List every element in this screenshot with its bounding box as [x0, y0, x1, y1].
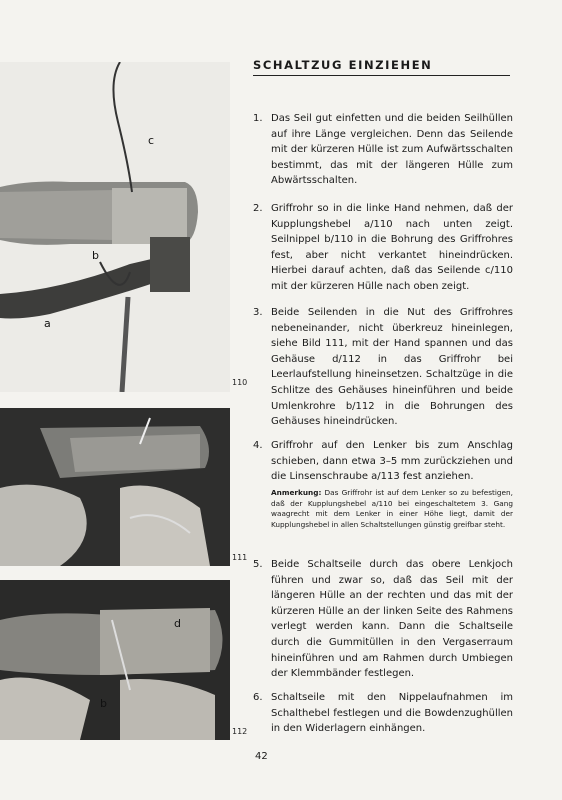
- step-5: [253, 557, 513, 682]
- note: [271, 488, 513, 531]
- step-text: Beide Seilenden in die Nut des Griffrohres nebeneinander, nicht überkreuz hineinlegen, siehe Bild 111, mit der Hand spannen und das Gehäuse d/112 in das Griffrohr bei Leerlaufstellung hineinsetzen. Schaltzüge in die Schlitze des Gehäuses hineinführen und beide Umlenkrohre b/112 in die Bohrungen des Gehäuses hineindrücken.: [271, 307, 513, 428]
- step-6: [253, 690, 513, 737]
- step-2: [253, 201, 513, 295]
- figure-number-111: 111: [232, 553, 248, 562]
- label-b-112: b: [100, 697, 107, 710]
- photo-112: [0, 580, 230, 740]
- step-number: 1.: [253, 113, 263, 124]
- figure-number-110: 110: [232, 378, 248, 387]
- label-d: d: [174, 617, 181, 630]
- label-c: c: [148, 134, 155, 147]
- step-text: Beide Schaltseile durch das obere Lenkjoch führen und zwar so, daß das Seil mit der längeren Hülle an der rechten und das mit der kürzeren Hülle an der linken Seite des Rahmens verlegt werden kann. Dann die Schaltseile durch die Gummitüllen in den Vergaserraum hineinführen und am Rahmen durch Umbiegen der Klemmbänder festlegen.: [271, 559, 513, 680]
- note-label: Anmerkung:: [271, 487, 322, 497]
- step-text: Das Seil gut einfetten und die beiden Seilhüllen auf ihre Länge vergleichen. Denn das Seilende mit der kürzeren Hülle ist zum Aufwärtsschalten bestimmt, das mit der längeren Hülle zum Abwärtsschalten.: [271, 113, 513, 187]
- photo-111: [0, 408, 230, 566]
- photo-110: [0, 62, 230, 392]
- step-text: Schaltseile mit den Nippelaufnahmen im Schalthebel festlegen und die Bowdenzughüllen in den Widerlagern einhängen.: [271, 692, 513, 735]
- step-3: [253, 305, 513, 430]
- page-title: SCHALTZUG EINZIEHEN: [253, 58, 433, 72]
- step-number: 5.: [253, 559, 263, 570]
- note-text: Das Griffrohr ist auf dem Lenker so zu befestigen, daß der Kupplungshebel a/110 bei eingeschaltetem 3. Gang waagrecht mit dem Lenker in einer Höhe liegt, damit der Kupplungshebel in allen Schaltstellungen günstig greifbar steht.: [271, 487, 513, 530]
- page-number: 42: [255, 751, 268, 762]
- step-text: Griffrohr so in die linke Hand nehmen, daß der Kupplungshebel a/110 nach unten zeigt. Seilnippel b/110 in die Bohrung des Griffrohres fest, aber nicht verkantet hineindrücken. Hierbei darauf achten, daß das Seilende c/110 mit der kürzeren Hülle nach oben zeigt.: [271, 203, 513, 292]
- step-1: [253, 111, 513, 189]
- step-4: [253, 438, 513, 531]
- step-number: 6.: [253, 692, 263, 703]
- label-b: b: [92, 249, 99, 262]
- step-number: 2.: [253, 203, 263, 214]
- step-number: 3.: [253, 307, 263, 318]
- step-number: 4.: [253, 440, 263, 451]
- step-text: Griffrohr auf den Lenker bis zum Anschlag schieben, dann etwa 3–5 mm zurückziehen und die Linsenschraube a/113 fest anziehen.: [271, 440, 513, 483]
- title-rule: [253, 75, 510, 76]
- label-a: a: [44, 317, 51, 330]
- figure-number-112: 112: [232, 727, 248, 736]
